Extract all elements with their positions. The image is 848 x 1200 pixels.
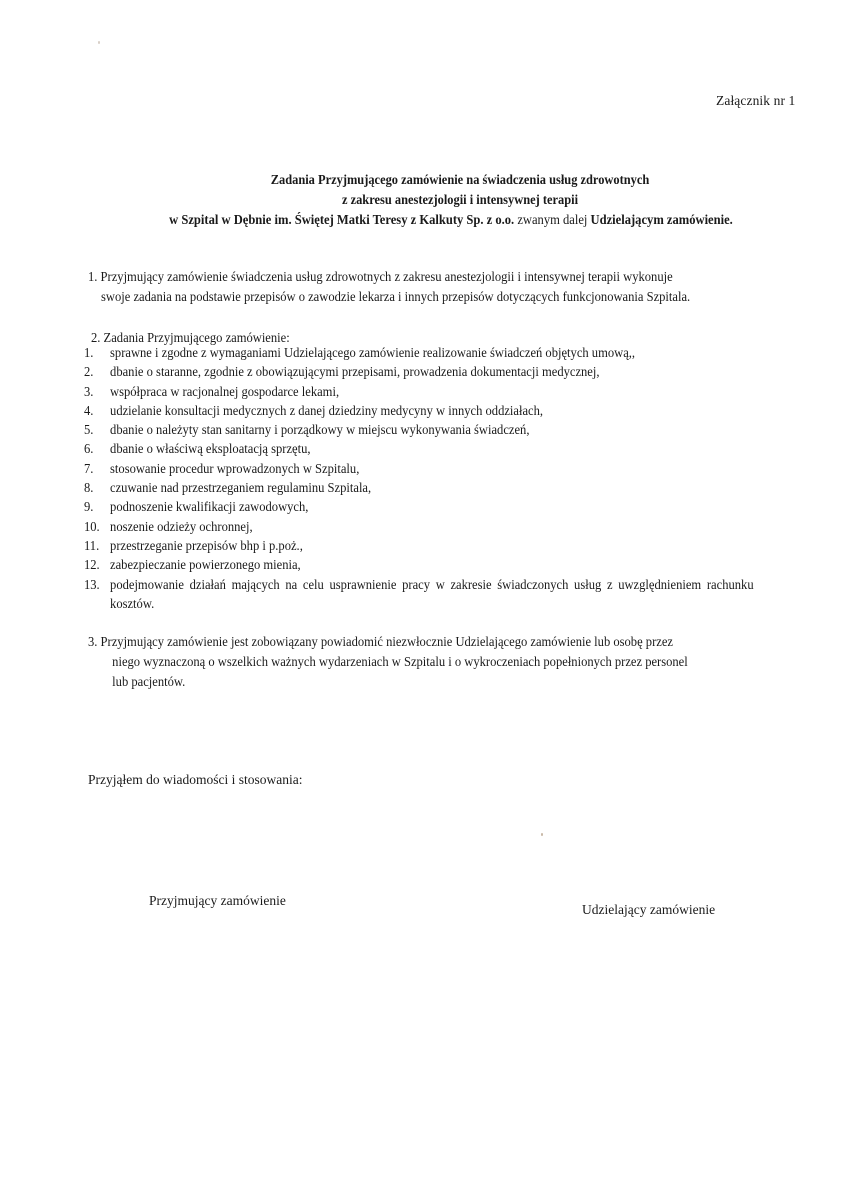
signature-recipient: Przyjmujący zamówienie (149, 893, 286, 908)
section-3 (88, 632, 750, 692)
list-item: 10. noszenie odzieży ochronnej, (84, 518, 253, 534)
section-2-heading: 2. Zadania Przyjmującego zamówienie: (91, 330, 290, 345)
section-1-line-2: swoje zadania na podstawie przepisów o zawodzie lekarza i innych przepisów dotyczących funkcjonowania Szpitala. (101, 289, 691, 304)
list-item: 7. stosowanie procedur wprowadzonych w Szpitalu, (84, 460, 360, 476)
hospital-name: w Szpital w Dębnie im. Świętej Matki Teresy z Kalkuty Sp. z o.o. (169, 212, 515, 227)
section-3-line-2: niego wyznaczoną o wszelkich ważnych wydarzeniach w Szpitalu i o wykroczeniach popełnionych przez personel (112, 654, 688, 669)
list-item: 8. czuwanie nad przestrzeganiem regulaminu Szpitala, (84, 480, 372, 496)
task-list (84, 343, 804, 613)
signature-provider: Udzielający zamówienie (582, 902, 716, 917)
list-item: 5. dbanie o należyty stan sanitarny i porządkowy w miejscu wykonywania świadczeń, (84, 422, 530, 438)
list-item: 11. przestrzeganie przepisów bhp i p.poż., (84, 537, 303, 553)
list-item: 12. zabezpieczanie powierzonego mienia, (84, 557, 301, 573)
list-item: 6. dbanie o właściwą eksploatacją sprzętu, (84, 441, 311, 457)
list-item: 4. udzielanie konsultacji medycznych z danej dziedziny medycyny w innych oddziałach, (84, 402, 544, 418)
title-connector: zwanym dalej (514, 212, 591, 227)
section-1 (88, 267, 750, 307)
list-item: 2. dbanie o staranne, zgodnie z obowiązującymi przepisami, prowadzenia dokumentacji medycznej, (84, 364, 600, 380)
list-item: 9. podnoszenie kwalifikacji zawodowych, (84, 499, 309, 515)
document-title (100, 170, 820, 230)
section-1-line-1: Przyjmujący zamówienie świadczenia usług zdrowotnych z zakresu anestezjologii i intensywnej terapii wykonuje (100, 269, 673, 284)
title-line-1: Zadania Przyjmującego zamówienie na świadczenia usług zdrowotnych (270, 172, 650, 187)
title-line-2: z zakresu anestezjologii i intensywnej terapii (341, 192, 579, 207)
title-line-3 (108, 210, 794, 230)
contracting-party: Udzielającym zamówienie. (590, 212, 733, 227)
scan-speck (98, 41, 100, 44)
section-1-number: 1. (88, 269, 98, 284)
annex-label: Załącznik nr 1 (716, 93, 796, 108)
acknowledgement-text: Przyjąłem do wiadomości i stosowania: (88, 772, 303, 787)
list-item: 1. sprawne i zgodne z wymaganiami Udzielającego zamówienie realizowanie świadczeń objętych umową,, (84, 345, 636, 360)
section-3-line-3: lub pacjentów. (112, 674, 186, 689)
list-item: 13. podejmowanie działań mających na celu usprawnienie pracy w zakresie świadczonych usług z uwzględnieniem rachunku kosztów. (84, 576, 754, 611)
scan-speck (541, 833, 543, 836)
list-item: 3. współpraca w racjonalnej gospodarce lekami, (84, 383, 340, 399)
section-3-line-1: 3. Przyjmujący zamówienie jest zobowiązany powiadomić niezwłocznie Udzielającego zamówienie lub osobę przez (88, 634, 673, 649)
